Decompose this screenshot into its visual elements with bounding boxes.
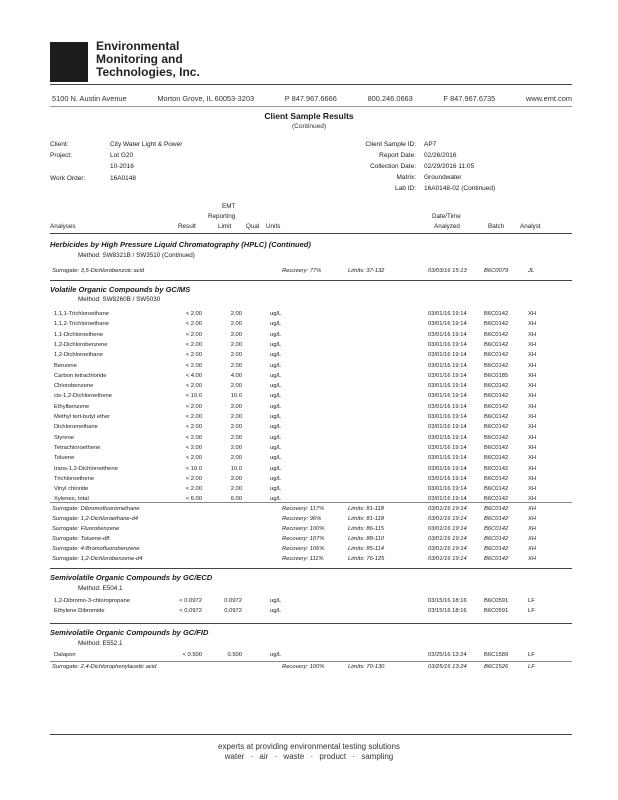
analyzed-date: 03/15/16 18:16 — [428, 598, 467, 604]
units: ug/L — [270, 372, 282, 379]
table-row — [0, 363, 618, 373]
batch: B6C0142 — [484, 486, 509, 493]
units: ug/L — [270, 311, 282, 317]
recovery-limits: Limits: 70-130 — [348, 664, 385, 670]
units: ug/L — [270, 331, 282, 338]
address-website[interactable]: www.emt.com — [526, 94, 572, 103]
units: ug/L — [270, 362, 282, 369]
report-date-value: 02/26/2016 — [424, 152, 457, 159]
analyzed-date: 03/03/16 15:13 — [428, 268, 467, 274]
surrogate-name: Surrogate: Toluene-d8 — [52, 536, 110, 542]
batch: B6C0142 — [484, 496, 509, 503]
units: ug/L — [270, 598, 282, 604]
company-name — [96, 40, 200, 79]
col-qual: Qual — [246, 223, 260, 230]
result-value: < 2.00 — [185, 414, 202, 420]
project-label: Project: — [50, 152, 73, 159]
result-value: < 2.00 — [185, 486, 202, 493]
address-street: 5100 N. Austin Avenue — [52, 94, 127, 103]
reporting-limit: 2.00 — [230, 403, 242, 410]
table-row — [0, 445, 618, 455]
reporting-limit: 0.0972 — [224, 608, 242, 614]
analyte-name: 1,2-Dibromo-3-chloropropane — [54, 598, 131, 604]
analyst: XH — [528, 341, 537, 348]
collection-date-value: 02/29/2016 11:05 — [424, 163, 475, 170]
surrogate-divider — [50, 502, 572, 503]
batch: B6C0142 — [484, 444, 509, 451]
analyst: XH — [528, 393, 537, 400]
units: ug/L — [270, 403, 282, 410]
col-emt: EMT — [222, 203, 236, 210]
section-title: Semivolatile Organic Compounds by GC/FID — [50, 628, 209, 637]
analyzed-date: 03/01/16 19:14 — [428, 311, 467, 317]
section-method: Method: SW8260B / SW5030 — [78, 296, 161, 303]
analyzed-date: 03/01/16 19:14 — [428, 516, 467, 522]
analyst: XH — [528, 383, 537, 390]
batch: B6C0142 — [484, 311, 509, 317]
table-row — [0, 393, 618, 403]
surrogate-name: Surrogate: Fluorobenzene — [52, 526, 120, 532]
reporting-limit: 0.0972 — [224, 598, 242, 604]
col-analyses: Analyses — [50, 223, 76, 230]
analyzed-date: 03/01/16 19:14 — [428, 556, 467, 562]
units: ug/L — [270, 652, 282, 658]
collection-date-label: Collection Date: — [370, 163, 416, 170]
batch: B6C0142 — [484, 556, 509, 562]
surrogate-name: Surrogate: 1,2-Dichlorobenzene-d4 — [52, 556, 143, 562]
result-value: < 2.00 — [185, 341, 202, 348]
units: ug/L — [270, 393, 282, 400]
col-limit: Limit — [218, 223, 232, 230]
work-order-label: Work Order: — [50, 175, 86, 182]
analyst: XH — [528, 536, 537, 542]
analyst: XH — [528, 444, 537, 451]
sample-id-value: AP7 — [424, 141, 437, 148]
report-title: Client Sample Results — [264, 111, 354, 121]
result-value: < 4.00 — [185, 372, 202, 379]
batch: B6C1526 — [484, 664, 509, 670]
analyzed-date: 03/01/16 19:14 — [428, 475, 467, 482]
table-row — [0, 311, 618, 321]
analyst: XH — [528, 403, 537, 410]
result-value: < 2.00 — [185, 455, 202, 462]
col-batch: Batch — [488, 223, 505, 230]
units: ug/L — [270, 434, 282, 441]
result-value: < 2.00 — [185, 403, 202, 410]
reporting-limit: 2.00 — [230, 362, 242, 369]
units: ug/L — [270, 486, 282, 493]
analyte-name: trans-1,2-Dichloroethene — [54, 465, 118, 472]
footer-divider — [50, 734, 572, 735]
reporting-limit: 2.00 — [230, 455, 242, 462]
batch: B6C0142 — [484, 352, 509, 359]
analyst: LF — [528, 598, 535, 604]
surrogate-row — [0, 516, 618, 526]
analyzed-date: 03/01/16 19:14 — [428, 465, 467, 472]
surrogate-row — [0, 526, 618, 536]
result-value: < 2.00 — [185, 383, 202, 390]
section-divider — [50, 623, 572, 624]
address-phone: P 847.967.6666 — [284, 94, 337, 103]
units: ug/L — [270, 383, 282, 390]
reporting-limit: 10.0 — [230, 465, 242, 472]
recovery-limits: Limits: 37-132 — [348, 268, 385, 274]
analyte-name: Toluene — [54, 455, 75, 462]
table-row — [0, 383, 618, 393]
batch: B6C0142 — [484, 475, 509, 482]
analyte-name: Ethylene Dibromide — [54, 608, 105, 614]
reporting-limit: 2.00 — [230, 341, 242, 348]
analyte-name: 1,1-Dichloroethene — [54, 331, 103, 338]
recovery: Recovery: 77% — [282, 268, 322, 274]
analyst: XH — [528, 331, 537, 338]
company-name-line: Monitoring and — [96, 52, 183, 66]
analyte-name: Ethylbenzene — [54, 403, 90, 410]
units: ug/L — [270, 608, 282, 614]
recovery-limits: Limits: 81-118 — [348, 516, 384, 522]
reporting-limit: 2.00 — [230, 311, 242, 317]
recovery-limits: Limits: 86-115 — [348, 526, 384, 532]
units: ug/L — [270, 414, 282, 420]
company-name-line: Environmental — [96, 39, 180, 53]
reporting-limit: 2.00 — [230, 486, 242, 493]
units: ug/L — [270, 465, 282, 472]
analyzed-date: 03/01/16 19:14 — [428, 486, 467, 493]
analyst: XH — [528, 455, 537, 462]
table-row — [0, 404, 618, 414]
reporting-limit: 0.500 — [227, 652, 242, 658]
units: ug/L — [270, 444, 282, 451]
table-row — [0, 486, 618, 496]
analyte-name: Chlorobenzene — [54, 383, 94, 390]
section-title: Volatile Organic Compounds by GC/MS — [50, 285, 191, 294]
recovery: Recovery: 111% — [282, 556, 324, 562]
analyzed-date: 03/01/16 19:14 — [428, 444, 467, 451]
batch: B6C1589 — [484, 652, 509, 658]
surrogate-row — [0, 556, 618, 566]
column-header-divider — [50, 233, 572, 234]
project-value-2: 10-2016 — [110, 163, 134, 170]
batch: B6C0142 — [484, 393, 509, 400]
recovery: Recovery: 117% — [282, 506, 325, 512]
batch: B6C0079 — [484, 268, 509, 274]
result-value: < 2.00 — [185, 311, 202, 317]
analyzed-date: 03/25/16 13:24 — [428, 664, 467, 670]
reporting-limit: 2.00 — [230, 434, 242, 441]
analyst: XH — [528, 546, 537, 552]
analyst: XH — [528, 556, 537, 562]
table-row — [0, 424, 618, 434]
units: ug/L — [270, 321, 282, 328]
reporting-limit: 2.00 — [230, 321, 242, 328]
analyzed-date: 03/01/16 19:14 — [428, 403, 467, 410]
reporting-limit: 6.00 — [230, 496, 242, 503]
batch: B6C0142 — [484, 331, 509, 338]
analyzed-date: 03/01/16 19:14 — [428, 372, 467, 379]
analyzed-date: 03/01/16 19:14 — [428, 424, 467, 431]
section-method: Method: E504.1 — [78, 585, 123, 592]
surrogate-name: Surrogate: 1,2-Dichloroethane-d4 — [52, 516, 139, 522]
section-method: Method: E552.1 — [78, 640, 123, 647]
client-value: City Water Light & Power — [110, 141, 183, 148]
analyte-name: Xylenes, total — [54, 496, 89, 503]
recovery: Recovery: 106% — [282, 546, 325, 552]
analyzed-date: 03/01/16 19:14 — [428, 393, 467, 400]
analyzed-date: 03/01/16 19:14 — [428, 536, 467, 542]
analyte-name: Benzene — [54, 362, 77, 369]
col-reporting: Reporting — [208, 213, 236, 220]
batch: B6C0142 — [484, 516, 509, 522]
table-row — [0, 414, 618, 424]
analyte-name: 1,2-Dichloroethane — [54, 352, 103, 359]
analyst: XH — [528, 465, 537, 472]
work-order-value: 16A0148 — [110, 175, 137, 182]
result-value: < 10.0 — [185, 393, 202, 400]
analyzed-date: 03/25/16 13:24 — [428, 652, 467, 658]
batch: B6C0142 — [484, 414, 509, 420]
analyst: XH — [528, 372, 537, 379]
surrogate-name: Surrogate: 3,5-Dichlorobenzoic acid — [52, 268, 145, 274]
recovery-limits: Limits: 88-110 — [348, 536, 384, 542]
analyte-name: Methyl tert-butyl ether — [54, 414, 111, 420]
table-row — [0, 321, 618, 331]
analyzed-date: 03/01/16 19:14 — [428, 362, 467, 369]
analyst: LF — [528, 608, 535, 614]
batch: B6C0142 — [484, 362, 509, 369]
batch: B6C0142 — [484, 526, 509, 532]
analyzed-date: 03/01/16 19:14 — [428, 352, 467, 359]
company-logo — [50, 42, 88, 82]
surrogate-row — [0, 664, 618, 674]
table-row — [0, 598, 618, 608]
analyst: LF — [528, 664, 535, 670]
analyzed-date: 03/15/16 18:16 — [428, 608, 467, 614]
reporting-limit: 10.0 — [230, 393, 242, 400]
address-tollfree: 800.246.0663 — [367, 94, 413, 103]
batch: B6C0142 — [484, 506, 509, 512]
analyst: XH — [528, 475, 537, 482]
col-analyzed: Analyzed — [434, 223, 460, 230]
matrix-label: Matrix: — [396, 174, 416, 181]
report-date-label: Report Date: — [379, 152, 416, 159]
recovery-limits: Limits: 81-118 — [348, 506, 384, 512]
recovery-limits: Limits: 85-114 — [348, 546, 384, 552]
analyzed-date: 03/01/16 19:14 — [428, 526, 467, 532]
batch: B6C0142 — [484, 321, 509, 328]
analyst: LF — [528, 652, 535, 658]
result-value: < 0.500 — [182, 652, 202, 658]
analyte-name: 1,1,2-Trichloroethane — [54, 321, 109, 328]
surrogate-row — [0, 268, 618, 278]
batch: B6C0142 — [484, 434, 509, 441]
section-title: Herbicides by High Pressure Liquid Chromatography (HPLC) (Continued) — [50, 240, 311, 249]
analyte-name: cis-1,2-Dichloroethene — [54, 393, 112, 400]
units: ug/L — [270, 496, 282, 503]
section-title: Semivolatile Organic Compounds by GC/ECD — [50, 573, 213, 582]
analyte-name: Tetrachloroethene — [54, 444, 101, 451]
batch: B6C0142 — [484, 383, 509, 390]
result-value: < 2.00 — [185, 424, 202, 431]
analyst: XH — [528, 506, 537, 512]
table-row — [0, 373, 618, 383]
units: ug/L — [270, 341, 282, 348]
analyst: XH — [528, 496, 537, 503]
reporting-limit: 2.00 — [230, 352, 242, 359]
analyzed-date: 03/01/16 19:14 — [428, 455, 467, 462]
analyst: XH — [528, 486, 537, 493]
units: ug/L — [270, 455, 282, 462]
recovery-limits: Limits: 76-125 — [348, 556, 385, 562]
reporting-limit: 2.00 — [230, 475, 242, 482]
recovery: Recovery: 100% — [282, 664, 325, 670]
analyst: XH — [528, 362, 537, 369]
analyzed-date: 03/01/16 19:14 — [428, 331, 467, 338]
table-row — [0, 466, 618, 476]
analyst: XH — [528, 424, 537, 431]
analyzed-date: 03/01/16 19:14 — [428, 506, 467, 512]
analyzed-date: 03/01/16 19:14 — [428, 321, 467, 328]
analyst: JL — [528, 268, 535, 274]
analyzed-date: 03/01/16 19:14 — [428, 383, 467, 390]
analyzed-date: 03/01/16 19:14 — [428, 414, 467, 420]
batch: B6C0591 — [484, 608, 509, 614]
analyte-name: Trichloroethene — [54, 475, 95, 482]
reporting-limit: 2.00 — [230, 424, 242, 431]
reporting-limit: 2.00 — [230, 383, 242, 390]
analyte-name: 1,2-Dichlorobenzene — [54, 341, 108, 348]
analyzed-date: 03/01/16 19:14 — [428, 496, 467, 503]
result-value: < 0.0972 — [179, 608, 202, 614]
batch: B6C0142 — [484, 424, 509, 431]
table-row — [0, 332, 618, 342]
reporting-limit: 2.00 — [230, 444, 242, 451]
batch: B6C0142 — [484, 403, 509, 410]
report-subtitle: (Continued) — [292, 123, 326, 130]
reporting-limit: 4.00 — [230, 372, 242, 379]
units: ug/L — [270, 352, 282, 359]
section-method: Method: SW8321B / SW3510 (Continued) — [78, 252, 195, 259]
analyst: XH — [528, 311, 537, 317]
surrogate-row — [0, 546, 618, 556]
analyte-name: Carbon tetrachloride — [54, 372, 107, 379]
units: ug/L — [270, 475, 282, 482]
recovery: Recovery: 96% — [282, 516, 322, 522]
analyst: XH — [528, 434, 537, 441]
analyst: XH — [528, 516, 537, 522]
batch: B6C0142 — [484, 341, 509, 348]
result-value: < 2.00 — [185, 352, 202, 359]
client-label: Client: — [50, 141, 69, 148]
surrogate-divider — [50, 661, 572, 662]
col-analyst: Analyst — [520, 223, 541, 230]
table-row — [0, 608, 618, 618]
lab-id-value: 16A0148-02 (Continued) — [424, 185, 496, 192]
matrix-value: Groundwater — [424, 174, 462, 181]
table-row — [0, 342, 618, 352]
table-row — [0, 455, 618, 465]
result-value: < 6.00 — [185, 496, 202, 503]
section-divider — [50, 568, 572, 569]
analyzed-date: 03/01/16 19:14 — [428, 434, 467, 441]
sample-id-label: Client Sample ID: — [365, 141, 416, 148]
footer-services: water · air · waste · product · sampling — [224, 752, 394, 761]
result-value: < 2.00 — [185, 331, 202, 338]
reporting-limit: 2.00 — [230, 414, 242, 420]
address-line — [52, 94, 572, 103]
surrogate-name: Surrogate: 4-Bromofluorobenzene — [52, 546, 140, 552]
batch: B6C0142 — [484, 546, 509, 552]
surrogate-row — [0, 536, 618, 546]
surrogate-name: Surrogate: 2,4-Dichlorophenylacetic acid — [52, 664, 157, 670]
analyst: XH — [528, 352, 537, 359]
analyte-name: Dichloromethane — [54, 424, 98, 431]
col-datetime: Date/Time — [432, 213, 461, 220]
table-row — [0, 476, 618, 486]
analyzed-date: 03/01/16 19:14 — [428, 546, 467, 552]
project-value: Lot G20 — [110, 152, 134, 159]
col-result: Result — [178, 223, 196, 230]
analyst: XH — [528, 414, 537, 420]
col-units: Units — [266, 223, 281, 230]
address-fax: F 847.967.6735 — [443, 94, 496, 103]
analyzed-date: 03/01/16 19:14 — [428, 341, 467, 348]
surrogate-row — [0, 506, 618, 516]
address-city: Morton Grove, IL 60053-3203 — [157, 94, 255, 103]
address-divider — [50, 106, 572, 107]
analyte-name: Vinyl chloride — [54, 486, 89, 493]
analyst: XH — [528, 321, 537, 328]
result-value: < 2.00 — [185, 444, 202, 451]
section-divider — [50, 280, 572, 281]
result-value: < 2.00 — [185, 434, 202, 441]
result-value: < 10.0 — [185, 465, 202, 472]
reporting-limit: 2.00 — [230, 331, 242, 338]
batch: B6C0142 — [484, 536, 509, 542]
batch: B6C0185 — [484, 372, 509, 379]
analyst: XH — [528, 526, 537, 532]
result-value: < 2.00 — [185, 475, 202, 482]
analyte-name: Styrene — [54, 434, 74, 441]
table-row — [0, 435, 618, 445]
company-name-line: Technologies, Inc. — [96, 65, 200, 79]
recovery: Recovery: 107% — [282, 536, 325, 542]
result-value: < 2.00 — [185, 362, 202, 369]
lab-id-label: Lab ID: — [395, 185, 416, 192]
units: ug/L — [270, 424, 282, 431]
result-value: < 0.0972 — [179, 598, 202, 604]
batch: B6C0142 — [484, 465, 509, 472]
header-divider — [50, 84, 572, 85]
surrogate-name: Surrogate: Dibromofluoromethane — [52, 506, 140, 512]
batch: B6C0591 — [484, 598, 509, 604]
analyte-name: Dalapon — [54, 652, 76, 658]
analyte-name: 1,1,1-Trichloroethane — [54, 311, 109, 317]
footer-tagline: experts at providing environmental testing solutions — [218, 742, 400, 751]
batch: B6C0142 — [484, 455, 509, 462]
result-value: < 2.00 — [185, 321, 202, 328]
recovery: Recovery: 100% — [282, 526, 325, 532]
table-row — [0, 352, 618, 362]
